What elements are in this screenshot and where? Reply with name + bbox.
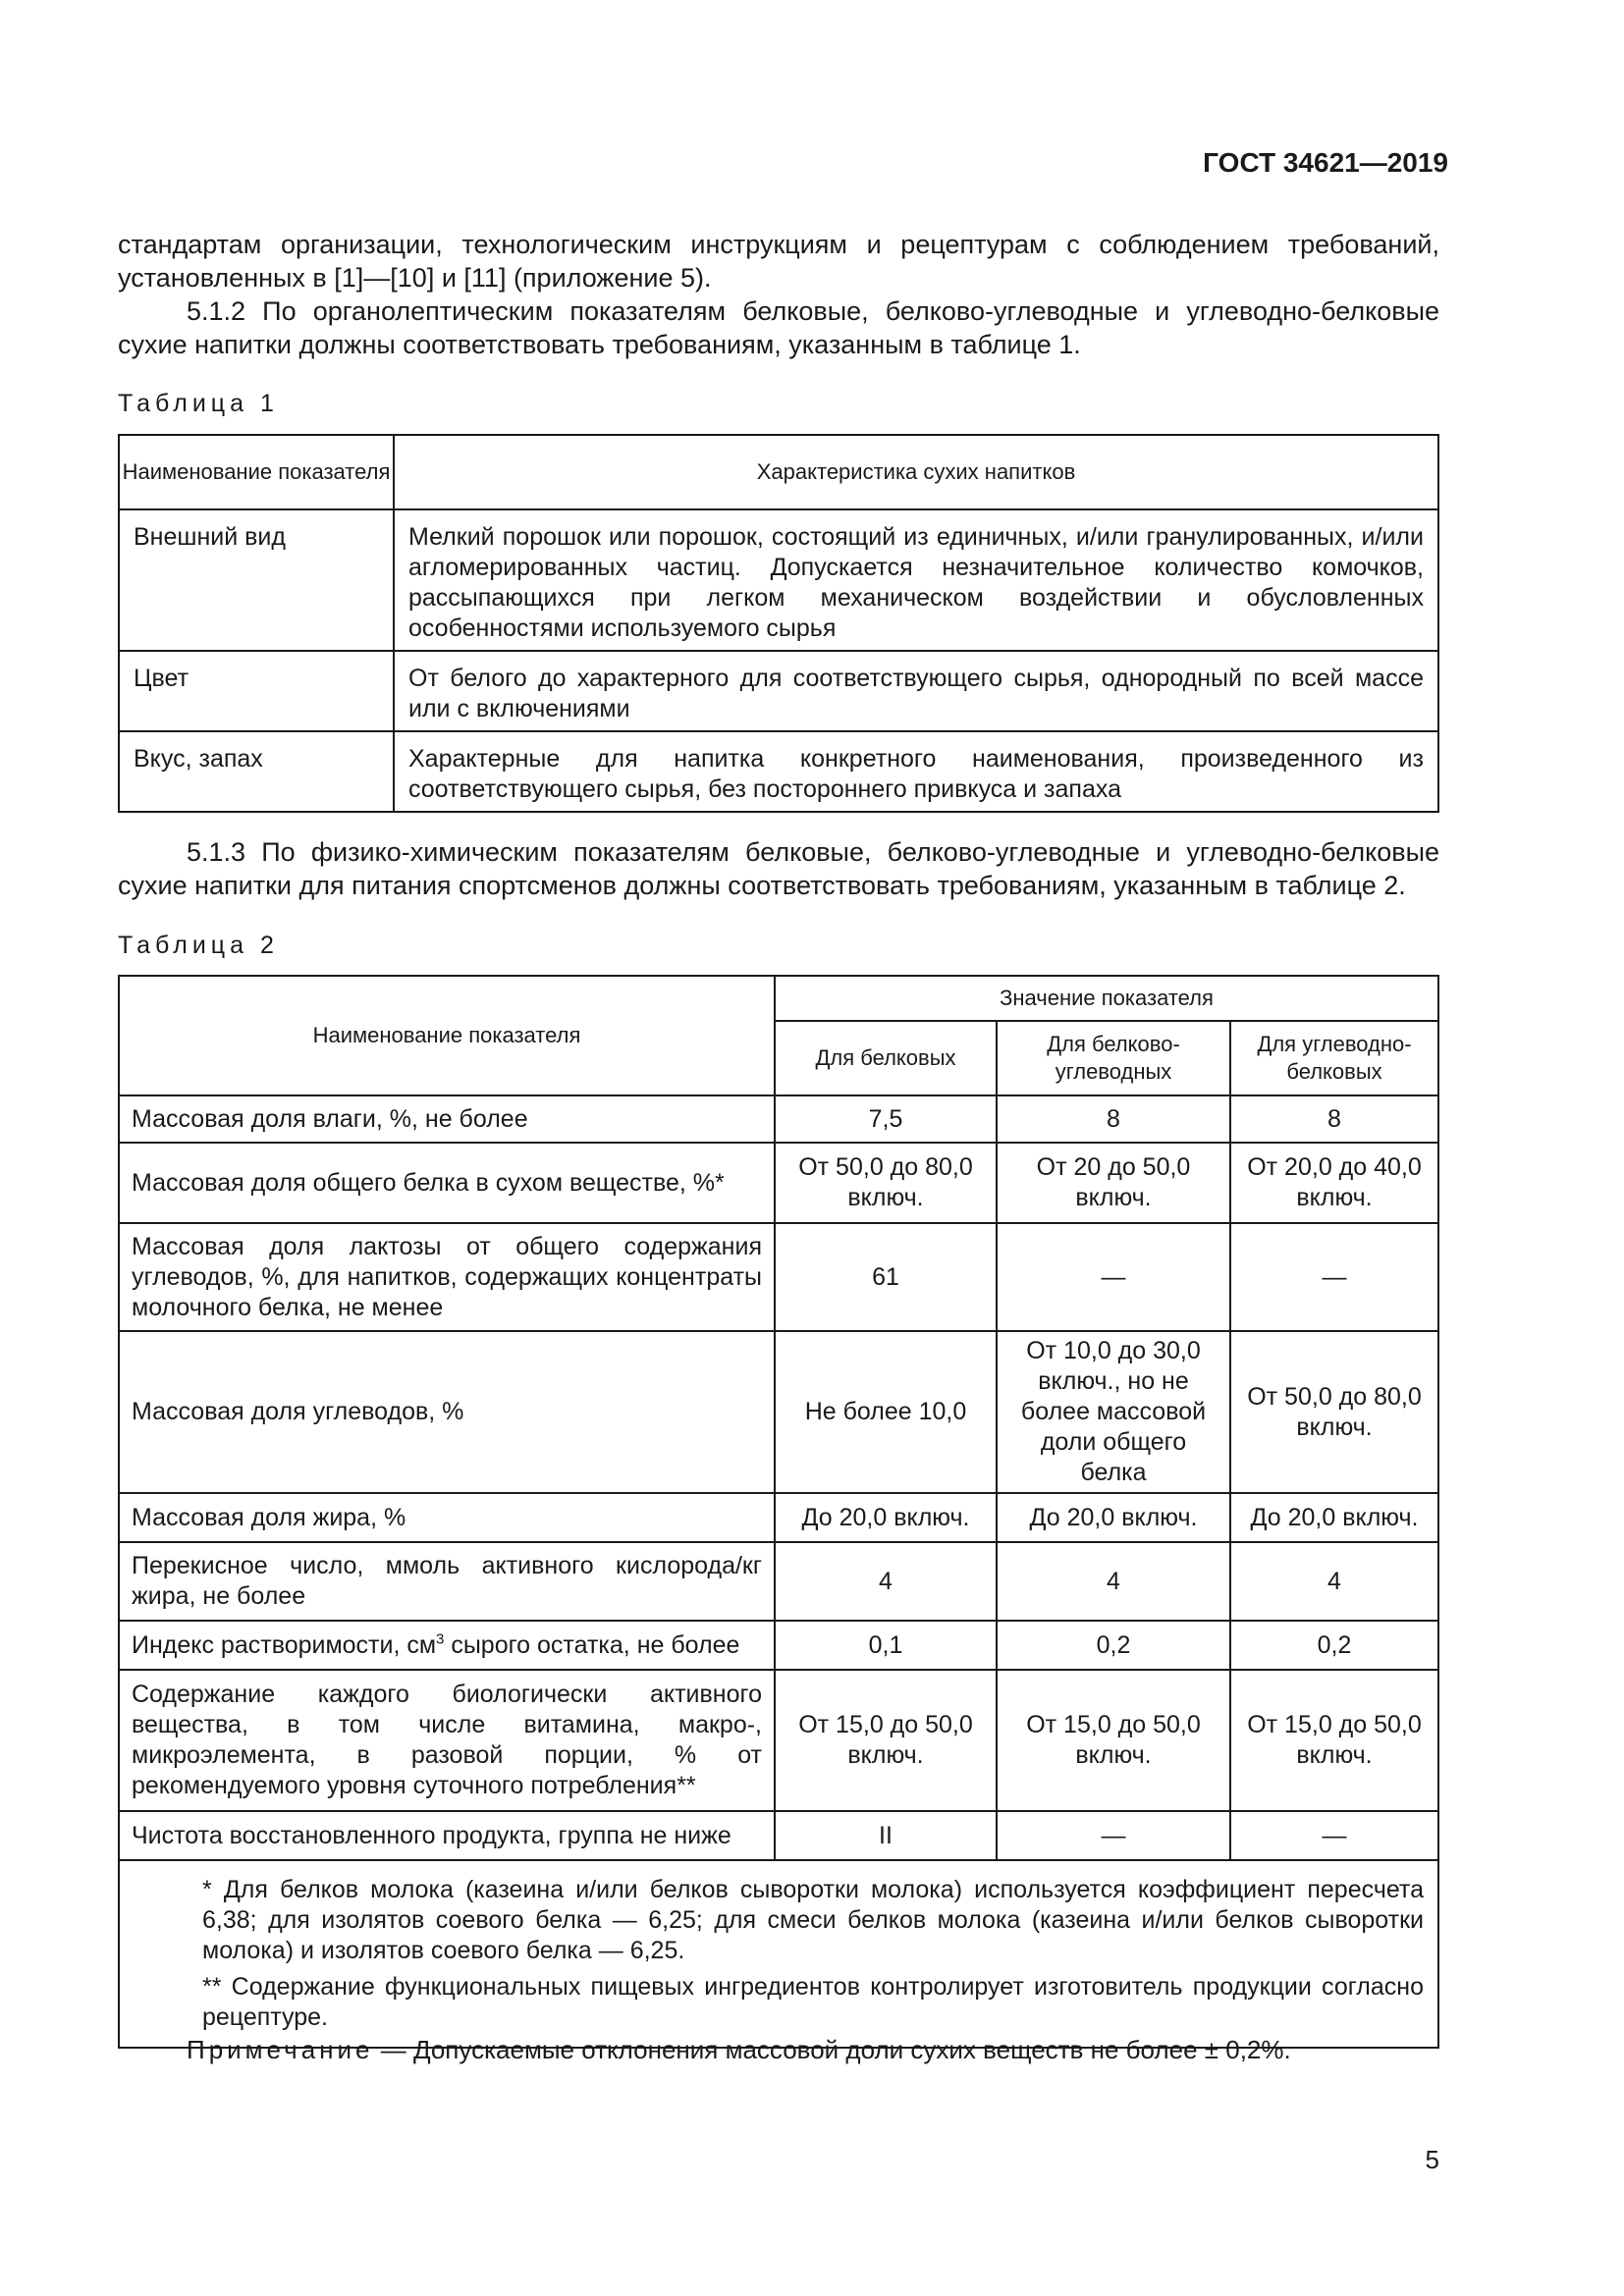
table-1-cell-value: От белого до характерного для соответствующего сырья, однородный по всей массе или с включениями <box>394 651 1438 731</box>
table-1-col-header-characteristic: Характеристика сухих напитков <box>394 435 1438 509</box>
table-2-cell-name: Массовая доля общего белка в сухом веществе, %* <box>119 1143 775 1223</box>
document-code: ГОСТ 34621—2019 <box>1203 147 1448 178</box>
table-row <box>119 1542 1438 1621</box>
table-2-header-row-1 <box>119 976 1438 1021</box>
table-row <box>119 1670 1438 1811</box>
table-2-cell-value: До 20,0 включ. <box>1230 1493 1438 1542</box>
table-2-cell-name: Содержание каждого биологически активного вещества, в том числе витамина, макро-, микроэлемента, в разовой порции, % от рекомендуемого уровня суточного потребления** <box>119 1670 775 1811</box>
footnote-1: * Для белков молока (казеина и/или белков сыворотки молока) используется коэффициент пересчета 6,38; для изолятов соевого белка — 6,25; для смеси белков молока (казеина и/или белков сыворотки молока) и изолятов соевого белка — 6,25. <box>202 1876 1424 1964</box>
table-row <box>119 1095 1438 1143</box>
table-1-cell-name: Цвет <box>119 651 394 731</box>
table-1-cell-name: Внешний вид <box>119 509 394 651</box>
table-2-col-header-protein: Для белковых <box>775 1021 997 1095</box>
intro-line-1: стандартам организации, технологическим инструкциям и рецептурам с соблюдением требований, <box>118 230 1439 259</box>
table-2-cell-value: 4 <box>775 1542 997 1621</box>
note-text: — Допускаемые отклонения массовой доли сухих веществ не более ± 0,2%. <box>373 2035 1291 2064</box>
table-1-col-header-name: Наименование показателя <box>119 435 394 509</box>
table-2-cell-value: — <box>997 1223 1230 1331</box>
table-2-cell-value: Не более 10,0 <box>775 1331 997 1493</box>
table-1-caption: Таблица 1 <box>118 390 279 417</box>
table-2-cell-name: Перекисное число, ммоль активного кислорода/кг жира, не более <box>119 1542 775 1621</box>
table-1 <box>118 434 1439 813</box>
table-row <box>119 1143 1438 1223</box>
table-2-cell-value: До 20,0 включ. <box>775 1493 997 1542</box>
table-2-cell-name: Чистота восстановленного продукта, группа не ниже <box>119 1811 775 1860</box>
table-2 <box>118 975 1439 2049</box>
table-row <box>119 1331 1438 1493</box>
table-1-header-row <box>119 435 1438 509</box>
table-row <box>119 731 1438 812</box>
table-2-caption: Таблица 2 <box>118 932 279 959</box>
table-2-cell-value: 0,1 <box>775 1621 997 1670</box>
table-row <box>119 651 1438 731</box>
clause-5-1-3-line-1: 5.1.3 По физико-химическим показателям белковые, белково-углеводные и углеводно-белковые <box>187 837 1439 867</box>
table-row <box>119 1811 1438 1860</box>
table-2-cell-value: — <box>1230 1223 1438 1331</box>
table-2-cell-value: От 50,0 до 80,0 включ. <box>775 1143 997 1223</box>
table-1-cell-value: Характерные для напитка конкретного наименования, произведенного из соответствующего сырья, без постороннего привкуса и запаха <box>394 731 1438 812</box>
table-2-cell-value: 7,5 <box>775 1095 997 1143</box>
table-2-cell-value: 4 <box>997 1542 1230 1621</box>
solubility-name-pre: Индекс растворимости, см <box>132 1630 437 1659</box>
table-2-cell-name: Массовая доля влаги, %, не более <box>119 1095 775 1143</box>
table-2-cell-name <box>119 1621 775 1670</box>
intro-line-2: установленных в [1]—[10] и [11] (приложение 5). <box>118 263 712 293</box>
table-2-cell-value: От 15,0 до 50,0 включ. <box>775 1670 997 1811</box>
intro-paragraph <box>118 228 1439 294</box>
table-2-cell-value: 8 <box>1230 1095 1438 1143</box>
table-2-cell-value: От 20,0 до 40,0 включ. <box>1230 1143 1438 1223</box>
clause-5-1-2 <box>118 294 1439 361</box>
table-1-cell-value: Мелкий порошок или порошок, состоящий из единичных, и/или гранулированных, и/или агломерированных частиц. Допускается незначительное количество комочков, рассыпающихся при легком механическом воздействии и обусловленных особенностями используемого сырья <box>394 509 1438 651</box>
table-2-col-header-protein-carb: Для белково-углеводных <box>997 1021 1230 1095</box>
table-2-note <box>187 2035 1291 2065</box>
footnote-2: ** Содержание функциональных пищевых ингредиентов контролирует изготовитель продукции согласно рецептуре. <box>202 1973 1424 2031</box>
table-2-group-header: Значение показателя <box>775 976 1438 1021</box>
note-label: Примечание <box>187 2035 374 2064</box>
table-2-cell-value: От 50,0 до 80,0 включ. <box>1230 1331 1438 1493</box>
clause-5-1-3 <box>118 835 1439 902</box>
table-1-cell-name: Вкус, запах <box>119 731 394 812</box>
solubility-name-post: сырого остатка, не более <box>444 1630 740 1659</box>
table-2-cell-value: 0,2 <box>997 1621 1230 1670</box>
table-2-cell-value: — <box>1230 1811 1438 1860</box>
clause-5-1-2-line-2: сухие напитки должны соответствовать требованиям, указанным в таблице 1. <box>118 330 1081 359</box>
table-row <box>119 1493 1438 1542</box>
table-2-footnote-row <box>119 1860 1438 2048</box>
table-2-cell-value: 8 <box>997 1095 1230 1143</box>
table-2-cell-name: Массовая доля лактозы от общего содержания углеводов, %, для напитков, содержащих концентраты молочного белка, не менее <box>119 1223 775 1331</box>
table-2-cell-value: От 10,0 до 30,0 включ., но не более массовой доли общего белка <box>997 1331 1230 1493</box>
table-2-cell-value: От 20 до 50,0 включ. <box>997 1143 1230 1223</box>
table-2-cell-value: 0,2 <box>1230 1621 1438 1670</box>
table-2-cell-name: Массовая доля жира, % <box>119 1493 775 1542</box>
table-2-col-header-name: Наименование показателя <box>119 976 775 1095</box>
table-2-cell-value: До 20,0 включ. <box>997 1493 1230 1542</box>
table-2-cell-value: II <box>775 1811 997 1860</box>
clause-5-1-2-line-1: 5.1.2 По органолептическим показателям белковые, белково-углеводные и углеводно-белковые <box>187 296 1439 326</box>
table-2-cell-value: 4 <box>1230 1542 1438 1621</box>
table-row <box>119 1223 1438 1331</box>
clause-5-1-3-line-2: сухие напитки для питания спортсменов должны соответствовать требованиям, указанным в таблице 2. <box>118 871 1406 900</box>
table-2-cell-value: — <box>997 1811 1230 1860</box>
table-2-cell-value: От 15,0 до 50,0 включ. <box>1230 1670 1438 1811</box>
table-row <box>119 509 1438 651</box>
table-2-col-header-carb-protein: Для углеводно-белковых <box>1230 1021 1438 1095</box>
table-2-cell-name: Массовая доля углеводов, % <box>119 1331 775 1493</box>
page-number: 5 <box>1425 2145 1439 2174</box>
table-2-cell-value: От 15,0 до 50,0 включ. <box>997 1670 1230 1811</box>
table-row <box>119 1621 1438 1670</box>
solubility-name-sup: 3 <box>436 1630 445 1648</box>
table-2-cell-value: 61 <box>775 1223 997 1331</box>
table-2-footnotes <box>119 1860 1438 2048</box>
